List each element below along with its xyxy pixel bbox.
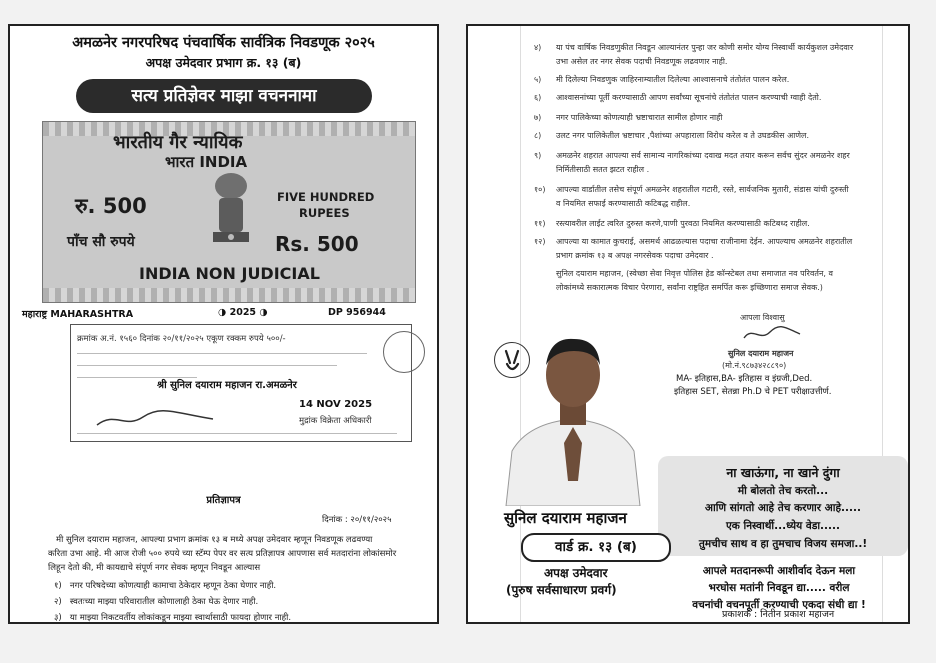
ward-badge: वार्ड क्र. १३ (ब)	[521, 533, 671, 562]
affidavit-para-line-2: करिता उभा आहे. मी आज रोजी ५०० रुपये च्या स्टॅम्प पेपर वर सत्य प्रतिज्ञापत्र आपणास सर्व मतदारांना लोकांसमोर	[48, 549, 397, 559]
appeal-line-3: वचनांची वचनपूर्ती करण्याची एकदा संधी द्या !	[692, 599, 866, 611]
ashoka-emblem-icon	[205, 170, 257, 250]
pledge-item: ४) या पंच वार्षिक निवडणुकीत निवडून आल्यानंतर पुन्हा जर कोणी समोर योग्य निस्वार्थी कार्यकुशल उमेदवार	[534, 43, 854, 52]
official-seal-icon	[383, 331, 425, 373]
pledge-item: ६) आश्वासनांच्या पूर्ती करण्यासाठी आपण सर्वांच्या सूचनांचे तंतोतंत पालन करण्याची ग्वाही देतो.	[534, 93, 822, 102]
slogan-line-1: ना खाऊंगा, ना खाने दुंगा	[726, 465, 840, 480]
yours-faithfully: आपला विश्वासु	[740, 313, 785, 322]
pledge-item-cont: प्रभाग क्रमांक १३ ब अपक्ष नगरसेवक पदाचा उमेदवार .	[556, 251, 714, 260]
declarant-line-2: लोकांमध्ये सकारात्मक विचार पेरणारा, सर्वांना राष्ट्रहित समर्पित करू इच्छिणारा समाज सेवक.)	[556, 283, 823, 292]
slogan-box	[658, 456, 908, 556]
pledge-item-cont: उभा असेल तर नगर सेवक पदाची निवडणूक लढवणार नाही.	[556, 57, 728, 66]
ward-subtitle: अपक्ष उमेदवार प्रभाग क्र. १३ (ब)	[145, 55, 302, 70]
pledge-item: १०) आपल्या वार्डातील तसेच संपूर्ण अमळनेर शहरातील गटारी, रस्ते, सार्वजनिक मुतारी, संडास यांची दुरुस्ती	[534, 185, 849, 194]
candidate-category: (पुरुष सर्वसाधारण प्रवर्ग)	[506, 583, 617, 597]
slogan-line-2: मी बोलतो तेच करतो...	[737, 485, 829, 497]
registry-line-2: श्री सुनिल दयाराम महाजन रा.अमळनेर	[157, 380, 297, 391]
pledge-item: १२) आपल्या या कामात कुचराई, असमर्थ आढळल्यास पदाचा राजीनामा देईन. आपल्याच अमळनेर शहरातील	[534, 237, 853, 246]
pledge-item-cont: निर्मितीसाठी सतत झटत राहील .	[556, 165, 650, 174]
affidavit-para-line-1: मी सुनिल दयाराम महाजन, आपल्या प्रभाग क्रमांक १३ ब मध्ये अपक्ष उमेदवार म्हणून निवडणूक लढवण्या	[56, 535, 373, 545]
registry-officer: मुद्रांक विक्रेता अधिकारी	[299, 416, 372, 426]
slogan-line-3: आणि सांगतो आहे तेच करणार आहे.....	[705, 502, 861, 514]
registry-line-1: क्रमांक अ.नं. १५६० दिनांक २०/११/२०२५ एकूण रक्कम रुपये ५००/-	[77, 334, 286, 344]
appeal-line-2: भरघोस मतांनी निवडून द्या..... वरील	[708, 582, 850, 594]
stamp-value-left: रु. 500	[75, 194, 147, 218]
qualifications-line-2: इतिहास SET, सेतन्ना Ph.D चे PET परीक्षाउत्तीर्ण.	[674, 387, 832, 397]
affidavit-item: १) नगर परिषदेच्या कोणत्याही कामाचा ठेकेदार म्हणून ठेका घेणार नाही.	[54, 581, 277, 591]
pledge-item: ७) नगर पालिकेच्या कोणत्याही भ्रष्टाचारात सामील होणार नाही	[534, 113, 723, 122]
slogan-line-5: तुमचीच साथ व हा तुमचाच विजय समजा..!	[698, 538, 868, 550]
stamp-words-en-2: RUPEES	[299, 206, 350, 220]
pledge-item: ८) उलट नगर पालिकेतील भ्रष्टाचार ,पैशांच्या अपहाराला विरोध करेल व ते उघडकीस आणेल.	[534, 131, 809, 140]
stamp-top-text: भारतीय गैर न्यायिक	[113, 132, 243, 153]
victory-sign-icon	[494, 342, 530, 378]
stamp-paper	[42, 121, 416, 303]
state-line: महाराष्ट्र MAHARASHTRA	[22, 309, 134, 320]
slogan-line-4: एक निस्वार्थी...ध्येय वेडा.....	[725, 520, 840, 532]
stamp-words-en-1: FIVE HUNDRED	[277, 190, 375, 204]
signature-icon	[95, 407, 215, 431]
manifesto-banner: सत्य प्रतिज्ञेवर माझा वचननामा	[76, 79, 372, 113]
pledge-item-cont: व नियमित सफाई करण्यासाठी कटिबद्ध राहील.	[556, 199, 691, 208]
affidavit-title: प्रतिज्ञापत्र	[206, 495, 241, 506]
registration-endorsement	[70, 324, 412, 442]
publisher-line: प्रकाशक : नितीन प्रकाश महाजन	[722, 609, 835, 620]
stamp-words-mr: पाँच सौ रुपये	[67, 234, 135, 250]
candidate-name: सुनिल दयाराम महाजन	[504, 509, 627, 527]
affidavit-para-line-3: लिहून देतो की, मी कायद्याचे संपूर्ण नगर सेवक म्हणून निवडून आल्यास	[48, 563, 261, 573]
affidavit-page	[8, 24, 439, 624]
affidavit-item: २) स्वतःच्या माझ्या परिवारातील कोणालाही ठेका घेऊ देणार नाही.	[54, 597, 259, 607]
candidate-type: अपक्ष उमेदवार	[544, 566, 608, 580]
manifesto-page	[466, 24, 910, 624]
qualifications-line-1: MA- इतिहास,BA- इतिहास व इंग्रजी,Ded.	[676, 374, 813, 384]
declarant-line-1: सुनिल दयाराम महाजन, (स्वेच्छा सेवा निवृत्त पोलिस हेड कॉन्स्टेबल तथा समाजात नव परिवर्तन, व	[556, 269, 833, 278]
affidavit-item: ३) या माझ्या निकटवर्तीय लोकांकडून माझ्या स्वार्थासाठी फायदा होणार नाही.	[54, 613, 292, 623]
pledge-item: ११) रस्त्यावरील लाईट त्वरित दुरुस्त करणे,पाणी पुरवठा नियमित करण्यासाठी कटिबध्द राहील.	[534, 219, 810, 228]
stamp-serial: DP 956944	[328, 307, 386, 318]
signatory-name: सुनिल दयाराम महाजन	[728, 349, 794, 358]
affidavit-date: दिनांक : २०/११/२०२५	[322, 515, 392, 525]
stamp-year: ◑ 2025 ◑	[218, 307, 268, 318]
signatory-mobile: (मो.नं.९८७३४२८८९०)	[722, 361, 787, 370]
candidate-poster	[478, 326, 900, 624]
pledge-item: ५) मी दिलेल्या निवडणुक जाहिरनाम्यातील दिलेल्या आश्वासनाचे तंतोतंत पालन करेल.	[534, 75, 790, 84]
stamp-value-right: Rs. 500	[275, 232, 359, 256]
stamp-bottom-text: INDIA NON JUDICIAL	[139, 264, 320, 283]
stamp-country: भारत INDIA	[165, 153, 248, 171]
registry-date-stamp: 14 NOV 2025	[299, 399, 373, 410]
appeal-line-1: आपले मतदानरूपी आशीर्वाद देऊन मला	[702, 565, 856, 577]
pledge-item: ९) अमळनेर शहरात आपल्या सर्व सामान्य नागरिकांच्या दवाख मदत तयार करून सर्वच सुंदर अमळनेर शहर	[534, 151, 850, 160]
election-title: अमळनेर नगरपरिषद पंचवार्षिक सार्वत्रिक निवडणूक २०२५	[72, 35, 375, 51]
